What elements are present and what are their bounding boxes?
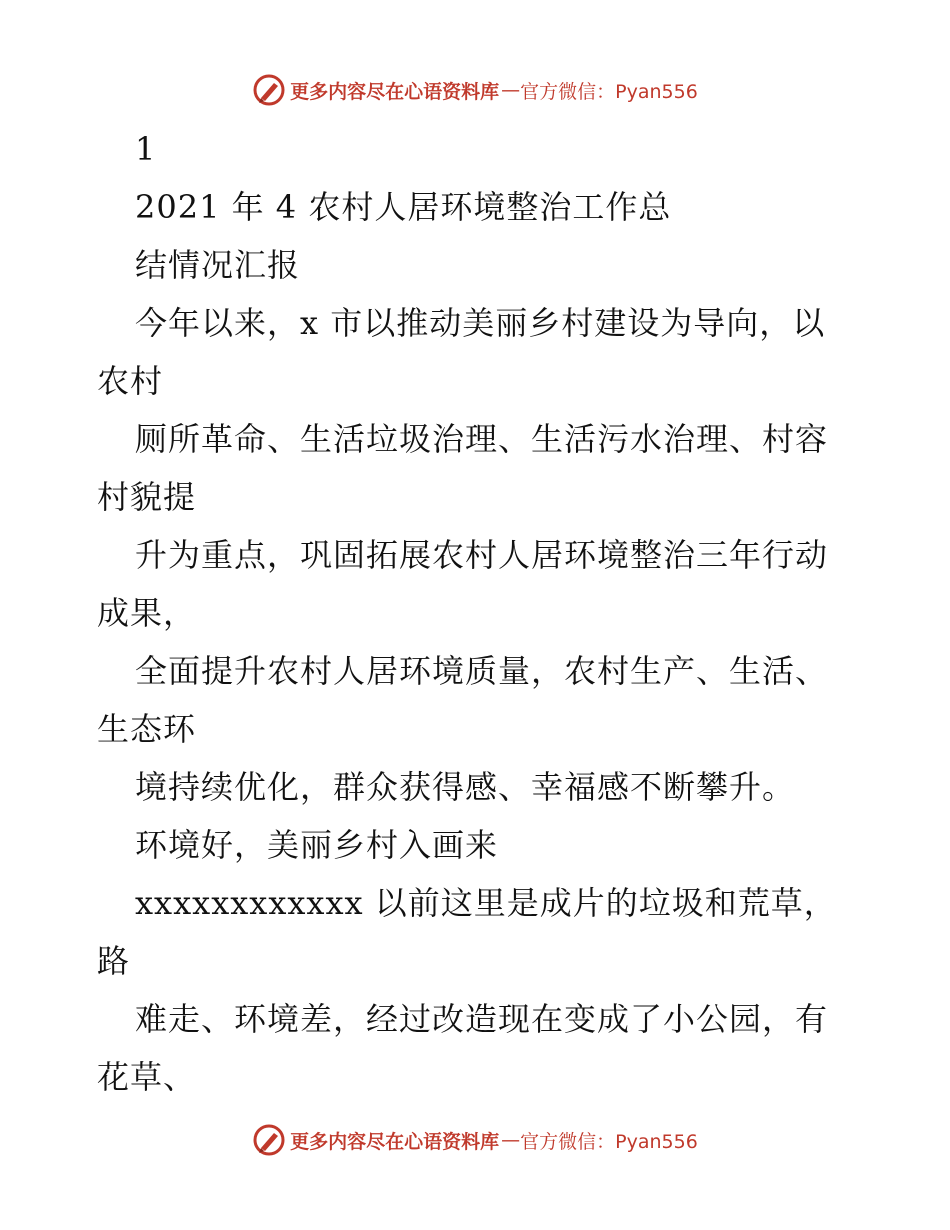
page-number: 1	[135, 130, 157, 168]
paragraph-line: 花草、	[97, 1058, 197, 1096]
watermark-dash: —	[501, 1129, 519, 1151]
pen-logo-icon	[252, 73, 286, 107]
paragraph-line: xxxxxxxxxxxx 以前这里是成片的垃圾和荒草，	[135, 884, 837, 922]
paragraph-line: 全面提升农村人居环境质量，农村生产、生活、	[135, 652, 829, 690]
paragraph-line: 升为重点，巩固拓展农村人居环境整治三年行动	[135, 536, 829, 574]
watermark-contact: 官方微信：Pyan556	[520, 1130, 698, 1153]
pen-logo-icon	[252, 1123, 286, 1157]
paragraph-line: 生态环	[97, 710, 197, 748]
paragraph-line: 境持续优化，群众获得感、幸福感不断攀升。	[135, 768, 796, 806]
section-heading: 环境好，美丽乡村入画来	[135, 826, 499, 864]
paragraph-line: 今年以来，x 市以推动美丽乡村建设为导向，以	[135, 304, 826, 342]
paragraph-line: 难走、环境差，经过改造现在变成了小公园，有	[135, 1000, 829, 1038]
paragraph-line: 村貌提	[97, 478, 197, 516]
paragraph-line: 厕所革命、生活垃圾治理、生活污水治理、村容	[135, 420, 829, 458]
document-title-line-2: 结情况汇报	[135, 246, 301, 284]
document-title-line-1: 2021 年 4 农村人居环境整治工作总	[135, 188, 672, 226]
watermark-text: 更多内容尽在心语资料库	[290, 1130, 500, 1153]
watermark-dash: —	[501, 79, 519, 101]
header-watermark	[0, 70, 950, 110]
watermark-text: 更多内容尽在心语资料库	[290, 80, 500, 103]
footer-watermark	[0, 1120, 950, 1160]
paragraph-line: 成果，	[97, 594, 197, 632]
watermark-contact: 官方微信：Pyan556	[520, 80, 698, 103]
paragraph-line: 农村	[97, 362, 164, 400]
paragraph-line: 路	[97, 942, 131, 980]
